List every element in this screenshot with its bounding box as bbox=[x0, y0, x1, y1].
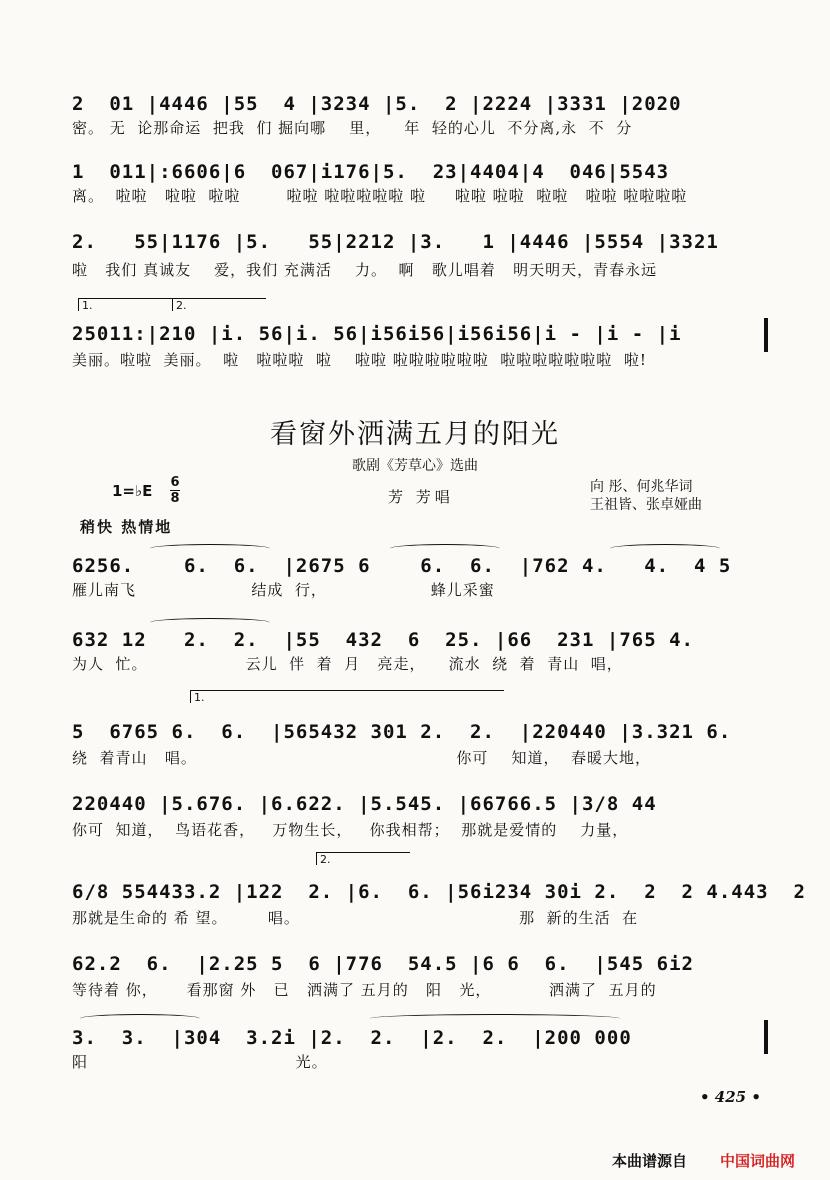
lyrics-row: 你可 知道， 鸟语花香， 万物生长， 你我相帮； 那就是爱情的 力量， bbox=[72, 821, 629, 839]
notes-row: 62.2 6. |2.25 5 6 |776 54.5 |6 6 6. |545 6i2 bbox=[72, 953, 694, 975]
slur-mark bbox=[150, 618, 270, 627]
lyrics-row: 等待着 你， 看那窗 外 已 洒满了 五月的 阳 光， 洒满了 五月的 bbox=[72, 981, 657, 999]
notes-row: 6256. 6. 6. |2675 6 6. 6. |762 4. 4. 4 5 bbox=[72, 555, 732, 577]
lyrics-row: 雁儿南飞 结成 行， 蜂儿采蜜 bbox=[72, 581, 495, 599]
author-credits bbox=[590, 478, 702, 514]
footer-source-label: 本曲谱源自 bbox=[612, 1152, 688, 1170]
volta-2-bracket: 2. bbox=[316, 852, 410, 865]
notes-row: 2 01 |4446 |55 4 |3234 |5. 2 |2224 |3331 |2020 bbox=[72, 93, 682, 115]
volta-1-bracket: 1. bbox=[190, 690, 504, 703]
lyrics-row: 阳 光。 bbox=[72, 1053, 328, 1071]
slur-mark bbox=[390, 544, 500, 553]
lyrics-row: 啦 我们 真诚友 爱，我们 充满活 力。 啊 歌儿唱着 明天明天，青春永远 bbox=[72, 261, 658, 279]
volta-2-bracket: 2. bbox=[172, 298, 266, 311]
notes-row: 5 6765 6. 6. |565432 301 2. 2. |220440 |3.321 6. bbox=[72, 721, 732, 743]
song-title: 看窗外洒满五月的阳光 bbox=[270, 419, 560, 450]
singer-credit: 芳 芳唱 bbox=[388, 488, 454, 506]
page-number: • 425 • bbox=[700, 1088, 761, 1106]
lyrics-row: 密。 无 论那命运 把我 们 掘向哪 里， 年 轻的心儿 不分离,永 不 分 bbox=[72, 119, 633, 137]
composer-credit: 王祖皆、张卓娅曲 bbox=[590, 497, 702, 513]
notes-row: 6/8 554433.2 |122 2. |6. 6. |56i234 30i 2. 2 2 4.443 2 bbox=[72, 881, 806, 903]
slur-mark bbox=[150, 544, 270, 553]
lyrics-row: 为人 忙。 云儿 伴 着 月 亮走， 流水 绕 着 青山 唱， bbox=[72, 655, 623, 673]
time-signature bbox=[170, 476, 180, 505]
footer-site-link[interactable]: 中国词曲网 bbox=[720, 1152, 796, 1170]
key-signature: 1=♭E bbox=[112, 482, 153, 500]
notes-row: 220440 |5.676. |6.622. |5.545. |66766.5 |3/8 44 bbox=[72, 793, 657, 815]
volta-1-bracket: 1. bbox=[78, 298, 172, 311]
time-signature-bottom: 8 bbox=[170, 491, 180, 506]
lyrics-row: 美丽。啦啦 美丽。 啦 啦啦啦 啦 啦啦 啦啦啦啦啦啦 啦啦啦啦啦啦啦 啦! bbox=[72, 351, 647, 369]
lyricist-credit: 向 彤、何兆华词 bbox=[590, 479, 693, 495]
final-barline bbox=[764, 318, 768, 352]
notes-row: 1 011|:6606|6 067|i176|5. 23|4404|4 046|5543 bbox=[72, 161, 670, 183]
notes-row: 632 12 2. 2. |55 432 6 25. |66 231 |765 4. bbox=[72, 629, 694, 651]
notes-row: 25011:|210 |i. 56|i. 56|i56i56|i56i56|i - |i - |i bbox=[72, 323, 682, 345]
song-subtitle: 歌剧《芳草心》选曲 bbox=[352, 458, 478, 474]
notes-row: 3. 3. |304 3.2i |2. 2. |2. 2. |200 000 bbox=[72, 1027, 632, 1049]
lyrics-row: 那就是生命的 希 望。 唱。 那 新的生活 在 bbox=[72, 909, 639, 927]
slur-mark bbox=[610, 544, 720, 553]
lyrics-row: 离。 啦啦 啦啦 啦啦 啦啦 啦啦啦啦啦 啦 啦啦 啦啦 啦啦 啦啦 啦啦啦啦 bbox=[72, 187, 688, 205]
final-barline bbox=[764, 1020, 768, 1054]
tempo-marking: 稍快 热情地 bbox=[80, 518, 173, 536]
lyrics-row: 绕 着青山 唱。 你可 知道， 春暖大地， bbox=[72, 749, 652, 767]
time-signature-top: 6 bbox=[170, 475, 180, 490]
notes-row: 2. 55|1176 |5. 55|2212 |3. 1 |4446 |5554 |3321 bbox=[72, 231, 719, 253]
slur-mark bbox=[370, 1014, 620, 1023]
slur-mark bbox=[80, 1014, 200, 1023]
